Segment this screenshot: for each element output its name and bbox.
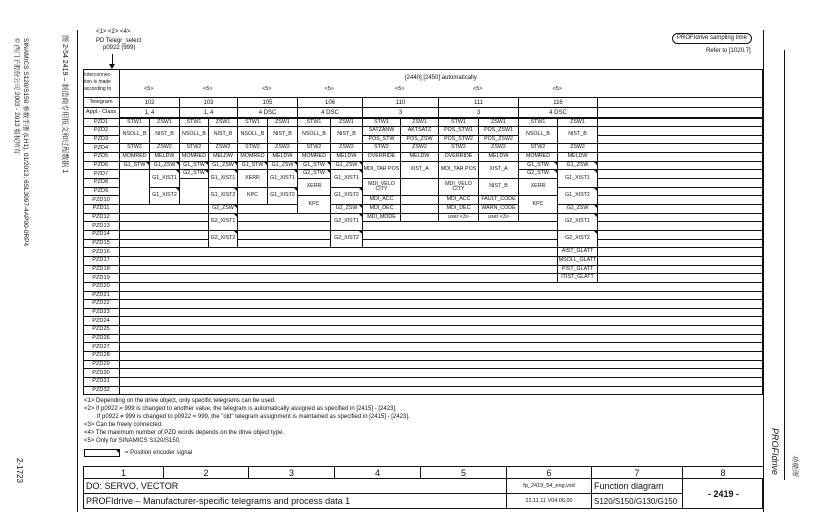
- pzd-label: PZD28: [83, 351, 120, 360]
- diagram-number: - 2419 -: [682, 478, 763, 509]
- pzd-label: PZD31: [83, 377, 120, 386]
- pzd-label: PZD5: [83, 152, 120, 161]
- pzd-cell-g1-xist2: G1_XIST2: [557, 187, 598, 205]
- pzd-cell-empty: [119, 169, 150, 205]
- pzd-cell-stw2: STW2: [297, 143, 331, 153]
- pzd-cell-user-3-: user <3>: [478, 213, 519, 223]
- row-line: [83, 368, 763, 369]
- pzd-cell-zsw2: ZSW2: [557, 143, 598, 153]
- pzd-cell-mdi-mode: MDI_MODE: [362, 213, 401, 223]
- row-line: [83, 308, 763, 309]
- pzd-cell-g2-xist1: G2_XIST1: [557, 213, 598, 231]
- pzd-cell-nist-b: NIST_B: [557, 126, 598, 144]
- pzd-cell-momred: MOMRED: [297, 152, 331, 162]
- pzd-cell-meldw: MELDW: [330, 152, 363, 162]
- telegram-label: Telegram: [83, 97, 120, 107]
- pzd-label: PZD29: [83, 360, 120, 369]
- drive-object: DO: SERVO, VECTOR: [83, 478, 507, 494]
- encoder-legend-swatch: [84, 449, 120, 457]
- pzd-cell-stw1: STW1: [179, 118, 209, 128]
- column-number: 5: [420, 466, 507, 479]
- column-number: 7: [591, 466, 683, 479]
- application-class: 3: [362, 107, 439, 118]
- column-number: 2: [163, 466, 249, 479]
- application-class: 1, 4: [119, 107, 180, 118]
- pzd-label: PZD24: [83, 316, 120, 325]
- footnote-1: <1> Depending on the drive object, only specific telegrams can be used.: [84, 398, 276, 404]
- pzd-cell-zsw2: ZSW2: [400, 143, 439, 153]
- footnote-5: <5> Only for SINAMICS S120/S150.: [84, 438, 181, 444]
- pzd-cell-zsw1: ZSW1: [267, 118, 298, 128]
- pzd-cell-g2-xist2: G2_XIST2: [330, 230, 363, 248]
- application-class: 4 DSC: [237, 107, 298, 118]
- pzd-label: PZD30: [83, 368, 120, 377]
- pzd-cell-stw2: STW2: [518, 143, 558, 153]
- footnote-3: <3> Can be freely connected.: [84, 422, 163, 428]
- class-header-empty: [597, 107, 763, 118]
- pzd-label: PZD32: [83, 386, 120, 395]
- footnote-2b: If p0922 ≠ 999 is changed to p0922 = 999, the "old" telegram assignment is maintained as specified in [2415] - [2423].: [97, 414, 410, 420]
- pzd-cell-empty: [179, 178, 209, 205]
- pzd-label: PZD14: [83, 230, 120, 239]
- interconnection-label: [84, 72, 119, 93]
- row-line: [83, 282, 763, 283]
- pzd-label: PZD3: [83, 135, 120, 144]
- row-line: [83, 325, 763, 326]
- row-line: [83, 334, 763, 335]
- pzd-cell-nsoll-b: NSOLL_B: [518, 126, 558, 144]
- pzd-cell-xist-a: XIST_A: [400, 161, 439, 179]
- pzd-cell-zsw1: ZSW1: [149, 118, 180, 128]
- pzd-cell-meldw: MELDW: [557, 152, 598, 162]
- pzd-cell-user-3-: user <3>: [438, 213, 479, 223]
- pzd-label: PZD1: [83, 118, 120, 127]
- pzd-label: PZD7: [83, 169, 120, 178]
- row-line: [83, 351, 763, 352]
- row-line: [83, 316, 763, 317]
- application-class: 3: [438, 107, 519, 118]
- pzd-cell-zsw2: ZSW2: [208, 143, 238, 153]
- pzd-cell-nist-b: NIST_B: [478, 178, 519, 196]
- row-line: [83, 394, 763, 395]
- row-line: [83, 342, 763, 343]
- row-line: [83, 386, 763, 387]
- pzd-cell-zsw2: ZSW2: [149, 143, 180, 153]
- pzd-label: PZD10: [83, 195, 120, 204]
- pzd-cell-fault-code: FAULT_CODE: [478, 195, 519, 205]
- telegram-number: 102: [119, 97, 180, 108]
- pzd-cell-g2-xist2: G2_XIST2: [557, 230, 598, 248]
- pzd-cell-empty: [400, 213, 439, 223]
- interconnection-label-line: tion is made: [84, 79, 111, 85]
- row-line: [83, 256, 763, 257]
- selector-label: PD Telegr_select: [96, 38, 142, 44]
- pzd-label: PZD26: [83, 334, 120, 343]
- pzd-cell-nist-b: NIST_B: [330, 126, 363, 144]
- pzd-cell-warn-code: WARN_CODE: [478, 204, 519, 214]
- pzd-cell-g1-zsw: G1_ZSW: [149, 161, 180, 171]
- pzd-cell-meldw: MELDW: [149, 152, 180, 162]
- pzd-cell-nsoll-b: NSOLL_B: [297, 126, 331, 144]
- pzd-cell-g1-zsw: G1_ZSW: [557, 161, 598, 171]
- telegram-number: 110: [362, 97, 439, 108]
- sampling-note: <5>: [144, 86, 154, 92]
- sampling-note: <5>: [324, 86, 334, 92]
- pzd-cell-xerr: XERR: [518, 178, 558, 196]
- pzd-cell-nsoll-b: NSOLL_B: [237, 126, 268, 144]
- pzd-cell-pos-zsw1: POS_ZSW1: [478, 126, 519, 136]
- pzd-cell-g1-xist1: G1_XIST1: [267, 169, 298, 187]
- pzd-cell-zsw1: ZSW1: [208, 118, 238, 128]
- pzd-cell-stw1: STW1: [518, 118, 558, 128]
- pzd-cell-nsoll-b: NSOLL_B: [179, 126, 209, 144]
- date-version: 22.11.11 V04.06.00: [506, 493, 592, 509]
- pzd-cell-stw1: STW1: [297, 118, 331, 128]
- pzd-cell-momred: MOMRED: [119, 152, 150, 162]
- pzd-cell-stw2: STW2: [362, 143, 401, 153]
- application-class: 4 DSC: [518, 107, 598, 118]
- pzd-cell-kpc: KPC: [297, 195, 331, 213]
- copyright-text: © 西门子股份公司 2003 - 2013 版权所有: [13, 38, 20, 155]
- row-line: [83, 265, 763, 266]
- pzd-label: PZD16: [83, 247, 120, 256]
- side-title: PROFIdrive: [770, 428, 780, 476]
- pzd-cell-stw1: STW1: [438, 118, 479, 128]
- pzd-cell-xerr: XERR: [297, 178, 331, 196]
- pzd-cell-g1-xist2: G1_XIST2: [267, 187, 298, 205]
- sampling-note: <5>: [262, 86, 272, 92]
- pzd-label: PZD21: [83, 291, 120, 300]
- pzd-cell-momred: MOMRED: [237, 152, 268, 162]
- pzd-cell-override: OVERRIDE: [438, 152, 479, 162]
- pzd-label: PZD27: [83, 342, 120, 351]
- pzd-label: PZD11: [83, 204, 120, 213]
- telegram-number: 111: [438, 97, 519, 108]
- sampling-time-box[interactable]: PROFIdrive sampling time: [672, 33, 752, 44]
- encoder-legend-text: = Position encoder signal: [125, 450, 193, 456]
- pzd-cell-stw2: STW2: [237, 143, 268, 153]
- pzd-cell-pist-glatt: PIST_GLATT: [557, 265, 598, 275]
- file-name: fp_2419_54_eng.vsd: [506, 478, 592, 494]
- pzd-cell-zsw1: ZSW1: [478, 118, 519, 128]
- pzd-cell-g2-zsw: G2_ZSW: [557, 204, 598, 214]
- column-number: 1: [83, 466, 164, 479]
- automatic-assignment-reference: [2440] [2450] automatically: [405, 75, 477, 81]
- pzd-cell-stw2: STW2: [119, 143, 150, 153]
- pzd-label: PZD8: [83, 178, 120, 187]
- selector-parameter: p0922 (999): [103, 45, 136, 51]
- pzd-cell-nist-b: NIST_B: [149, 126, 180, 144]
- interconnection-label-line: Interconnec-: [84, 72, 112, 78]
- pzd-cell-g2-xist1: G2_XIST1: [208, 213, 238, 231]
- pzd-cell-g2-stw: G2_STW: [179, 169, 209, 179]
- pzd-cell-stw2: STW2: [179, 143, 209, 153]
- pzd-label: PZD18: [83, 265, 120, 274]
- pzd-cell-zsw1: ZSW1: [330, 118, 363, 128]
- side-divider: [784, 50, 785, 480]
- row-line: [83, 299, 763, 300]
- product-list: S120/S150/G130/G150: [591, 493, 683, 509]
- telegram-number: 106: [297, 97, 363, 108]
- pzd-cell-xerr: XERR: [237, 169, 268, 187]
- pzd-cell-pos-zsw2: POS_ZSW2: [478, 135, 519, 145]
- pzd-cell-pos-stw1: POS_STW1: [438, 126, 479, 136]
- pzd-cell-momred: MOMRED: [518, 152, 558, 162]
- pzd-cell-mdi-velo-city: MDI_VELO CITY: [362, 178, 401, 196]
- pzd-cell-g1-stw: G1_STW: [237, 161, 268, 171]
- row-line: [83, 273, 763, 274]
- pzd-label: PZD15: [83, 239, 120, 248]
- sampling-time-reference[interactable]: Refer to [1020.7]: [706, 48, 751, 54]
- pzd-label: PZD23: [83, 308, 120, 317]
- application-class: 1, 4: [179, 107, 238, 118]
- interconnection-label-line: according to: [84, 86, 112, 92]
- pzd-cell-g1-zsw: G1_ZSW: [330, 161, 363, 171]
- pzd-cell-satzanw: SATZANW: [362, 126, 401, 136]
- page-number: 2-1723: [15, 458, 24, 483]
- pzd-cell-xist-a: XIST_A: [478, 161, 519, 179]
- pzd-cell-meldw: MELDW: [208, 152, 238, 162]
- pzd-cell-itist-glatt: ITIST_GLATT: [557, 273, 598, 283]
- pzd-cell-pos-stw2: POS_STW2: [438, 135, 479, 145]
- pzd-label: PZD12: [83, 213, 120, 222]
- footnote-4: <4> The maximum number of PZD words depends on the drive object type.: [84, 430, 284, 436]
- sampling-note: <5>: [395, 86, 405, 92]
- application-class-label: Appl.- Class: [83, 107, 120, 118]
- pzd-cell-msoll-glatt: MSOLL_GLATT: [557, 256, 598, 266]
- pzd-cell-mdi-tar-pos: MDI_TAR POS: [362, 161, 401, 179]
- pzd-label: PZD6: [83, 161, 120, 170]
- diagram-title: PROFIdrive – Manufacturer-specific telegrams and process data 1: [83, 493, 507, 509]
- telegram-number: 116: [518, 97, 598, 108]
- pzd-cell-zsw2: ZSW2: [330, 143, 363, 153]
- pzd-cell-pos-zsw: POS_ZSW: [400, 135, 439, 145]
- sampling-note: <5>: [203, 86, 213, 92]
- pzd-cell-g2-stw: G2_STW: [518, 169, 558, 179]
- column-number: 8: [682, 466, 764, 479]
- pzd-label: PZD9: [83, 187, 120, 196]
- pzd-cell-momred: MOMRED: [179, 152, 209, 162]
- pzd-cell-kpc: KPC: [518, 195, 558, 213]
- pzd-cell-mdi-acc: MDI_ACC: [438, 195, 479, 205]
- pzd-label: PZD20: [83, 282, 120, 291]
- pzd-cell-g1-zsw: G1_ZSW: [208, 161, 238, 171]
- row-line: [83, 360, 763, 361]
- pzd-cell-kpc: KPC: [237, 187, 268, 205]
- pzd-cell-mdi-dec: MDI_DEC: [362, 204, 401, 214]
- pzd-cell-g1-zsw: G1_ZSW: [267, 161, 298, 171]
- row-line: [83, 247, 763, 248]
- pzd-label: PZD2: [83, 126, 120, 135]
- telegram-number: 105: [237, 97, 298, 108]
- application-class: 4 DSC: [297, 107, 363, 118]
- pzd-cell-g1-stw: G1_STW: [297, 161, 331, 171]
- figure-title: 图 2-54 2419 – 制造商专用报文和过程数据 1: [61, 35, 68, 174]
- footnote-2: <2> If p0922 = 999 is changed to another value, the telegram is automatically assigned as specified in [2415] - [2423].: [84, 406, 397, 412]
- pzd-cell-meldw: MELDW: [478, 152, 519, 162]
- pzd-cell-meldw: MELDW: [400, 152, 439, 162]
- pzd-cell-aist-glatt: AIST_GLATT: [557, 247, 598, 257]
- manual-reference: SINAMICS S120/S150 参数手册 (LH1), 01/2013, 6SL3097-4AP00-0RP4: [22, 38, 29, 247]
- pzd-cell-g1-xist2: G1_XIST2: [149, 187, 180, 205]
- pzd-label: PZD19: [83, 273, 120, 282]
- pzd-cell-mdi-dec: MDI_DEC: [438, 204, 479, 214]
- pzd-cell-mdi-tar-pos: MDI_TAR POS: [438, 161, 479, 179]
- pzd-cell-g2-zsw: G2_ZSW: [330, 204, 363, 214]
- pzd-label: PZD25: [83, 325, 120, 334]
- frame-left: [77, 30, 78, 512]
- pzd-label: PZD4: [83, 143, 120, 152]
- pzd-label: PZD22: [83, 299, 120, 308]
- column-number: 6: [506, 466, 592, 479]
- pzd-cell-pos-stw: POS_STW: [362, 135, 401, 145]
- pzd-cell-zsw2: ZSW2: [478, 143, 519, 153]
- pzd-cell-g1-stw: G1_STW: [518, 161, 558, 171]
- column-number: 4: [334, 466, 421, 479]
- pzd-cell-meldw: MELDW: [267, 152, 298, 162]
- pzd-label: PZD13: [83, 221, 120, 230]
- pzd-cell-zsw1: ZSW1: [400, 118, 439, 128]
- pzd-cell-g2-xist1: G2_XIST1: [330, 213, 363, 231]
- row-line: [83, 230, 763, 231]
- pzd-cell-zsw1: ZSW1: [557, 118, 598, 128]
- row-line: [83, 239, 763, 240]
- pzd-cell-g1-stw: G1_STW: [179, 161, 209, 171]
- pzd-cell-mdi-velo-city: MDI_VELO CITY: [438, 178, 479, 196]
- pzd-cell-zsw2: ZSW2: [267, 143, 298, 153]
- pzd-cell-nsoll-b: NSOLL_B: [119, 126, 150, 144]
- pzd-cell-g1-xist1: G1_XIST1: [557, 169, 598, 187]
- diagram-type: Function diagram: [591, 478, 683, 494]
- pzd-cell-g2-xist2: G2_XIST2: [208, 230, 238, 248]
- pzd-cell-mdi-acc: MDI_ACC: [362, 195, 401, 205]
- row-line: [83, 377, 763, 378]
- pzd-cell-g1-xist2: G1_XIST2: [330, 187, 363, 205]
- pzd-cell-empty: [400, 178, 439, 196]
- pzd-cell-g2-zsw: G2_ZSW: [208, 204, 238, 214]
- pzd-cell-nist-b: NIST_B: [208, 126, 238, 144]
- pzd-label: PZD17: [83, 256, 120, 265]
- pzd-cell-stw1: STW1: [119, 118, 150, 128]
- pzd-cell-stw1: STW1: [237, 118, 268, 128]
- sampling-note: <5>: [552, 86, 562, 92]
- pzd-cell-g1-xist2: G1_XIST2: [208, 187, 238, 205]
- pzd-cell-stw1: STW1: [362, 118, 401, 128]
- telegram-number: 103: [179, 97, 238, 108]
- side-subtitle: 功能图: [791, 455, 798, 476]
- pzd-cell-aktsatz: AKTSATZ: [400, 126, 439, 136]
- sampling-note: <5>: [473, 86, 483, 92]
- pzd-cell-override: OVERRIDE: [362, 152, 401, 162]
- notes-reference: <1> <2> <4>: [96, 29, 131, 35]
- pzd-cell-nist-b: NIST_B: [267, 126, 298, 144]
- column-number: 3: [248, 466, 335, 479]
- frame-right: [763, 30, 764, 512]
- row-line: [83, 291, 763, 292]
- pzd-cell-g1-xist1: G1_XIST1: [208, 169, 238, 187]
- pzd-cell-g2-stw: G2_STW: [297, 169, 331, 179]
- pzd-cell-stw2: STW2: [438, 143, 479, 153]
- pzd-cell-g1-xist1: G1_XIST1: [330, 169, 363, 187]
- pzd-cell-g1-stw: G1_STW: [119, 161, 150, 171]
- pzd-cell-g1-xist1: G1_XIST1: [149, 169, 180, 187]
